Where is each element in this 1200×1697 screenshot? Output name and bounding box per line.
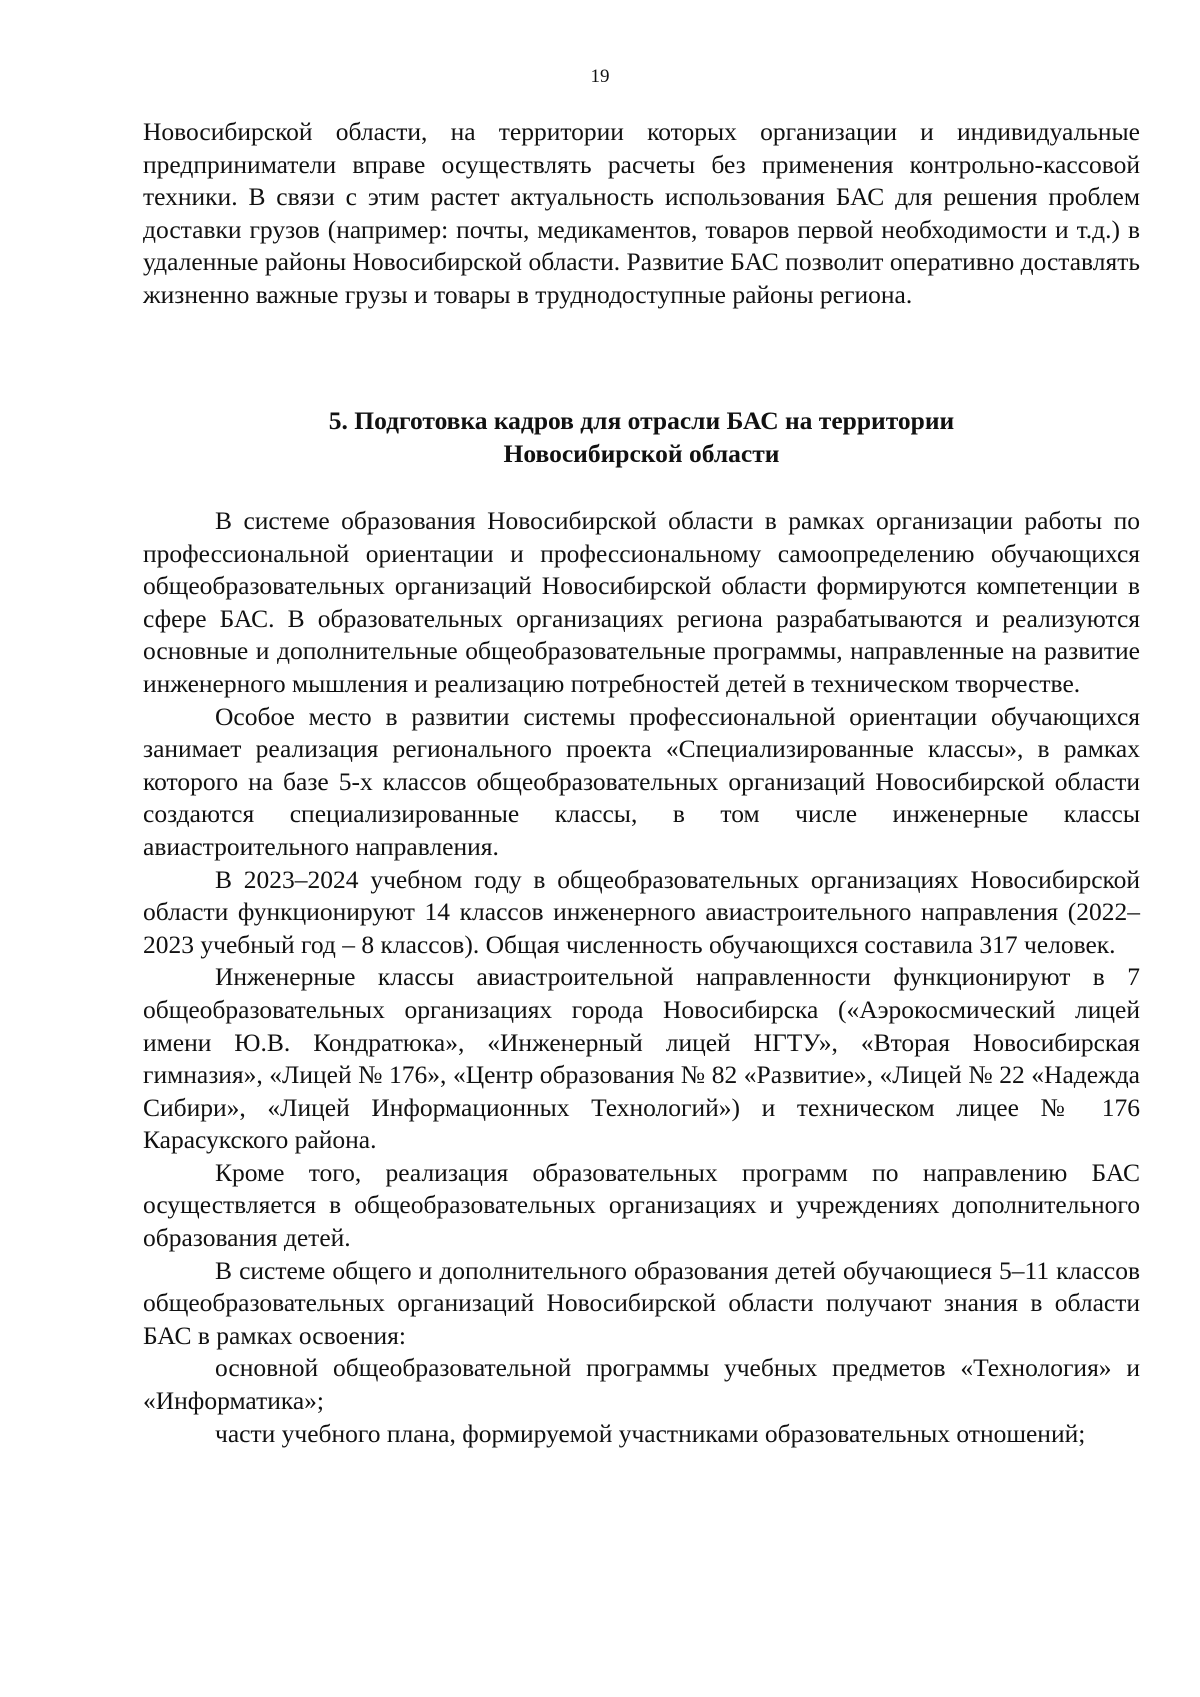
paragraph-class-statistics: В 2023–2024 учебном году в общеобразовательных организациях Новосибирской области функционируют 14 классов инженерного авиастроительного направления (2022–2023 учебный год – 8 классов). Общая численность обучающихся составила 317 человек.	[143, 864, 1140, 959]
paragraph-additional-education: Кроме того, реализация образовательных программ по направлению БАС осуществляется в общеобразовательных организациях и учреждениях дополнительного образования детей.	[143, 1157, 1140, 1253]
list-item-curriculum-part: части учебного плана, формируемой участниками образовательных отношений;	[215, 1418, 1086, 1448]
section-title	[143, 404, 1140, 470]
paragraph-knowledge-areas: В системе общего и дополнительного образования детей обучающиеся 5–11 классов общеобразовательных организаций Новосибирской области получают знания в области БАС в рамках освоения:	[143, 1255, 1140, 1350]
intro-text	[143, 116, 1140, 312]
section-body	[143, 505, 1140, 1450]
list-item-main-program: основной общеобразовательной программы учебных предметов «Технология» и «Информатика»;	[143, 1353, 1140, 1416]
paragraph-education-system: В системе образования Новосибирской области в рамках организации работы по профессиональной ориентации и профессиональному самоопределению обучающихся общеобразовательных организаций Новосибирской области формируются компетенции в сфере БАС. В образовательных организациях региона разрабатываются и реализуются основные и дополнительные общеобразовательные программы, направленные на развитие инженерного мышления и реализацию потребностей детей в техническом творчестве.	[143, 506, 1140, 698]
paragraph-engineering-classes: Инженерные классы авиастроительной направленности функционируют в 7 общеобразовательных организациях города Новосибирска («Аэрокосмический лицей имени Ю.В. Кондратюка», «Инженерный лицей НГТУ», «Вторая Новосибирская гимназия», «Лицей № 176», «Центр образования № 82 «Развитие», «Лицей № 22 «Надежда Сибири», «Лицей Информационных Технологий») и техническом лицее № 176 Карасукского района.	[143, 962, 1140, 1155]
page-number: 19	[590, 66, 610, 87]
paragraph-specialized-classes: Особое место в развитии системы профессиональной ориентации обучающихся занимает реализация регионального проекта «Специализированные классы», в рамках которого на базе 5-х классов общеобразовательных организаций Новосибирской области создаются специализированные классы, в том числе инженерные классы авиастроительного направления.	[143, 701, 1140, 861]
section-title-line-1: 5. Подготовка кадров для отрасли БАС на территории	[328, 406, 955, 435]
section-title-line-2: Новосибирской области	[503, 439, 780, 468]
intro-paragraph: Новосибирской области, на территории которых организации и индивидуальные предприниматели вправе осуществлять расчеты без применения контрольно-кассовой техники. В связи с этим растет актуальность использования БАС для решения проблем доставки грузов (например: почты, медикаментов, товаров первой необходимости и т.д.) в удаленные районы Новосибирской области. Развитие БАС позволит оперативно доставлять жизненно важные грузы и товары в труднодоступные районы региона.	[143, 117, 1140, 309]
